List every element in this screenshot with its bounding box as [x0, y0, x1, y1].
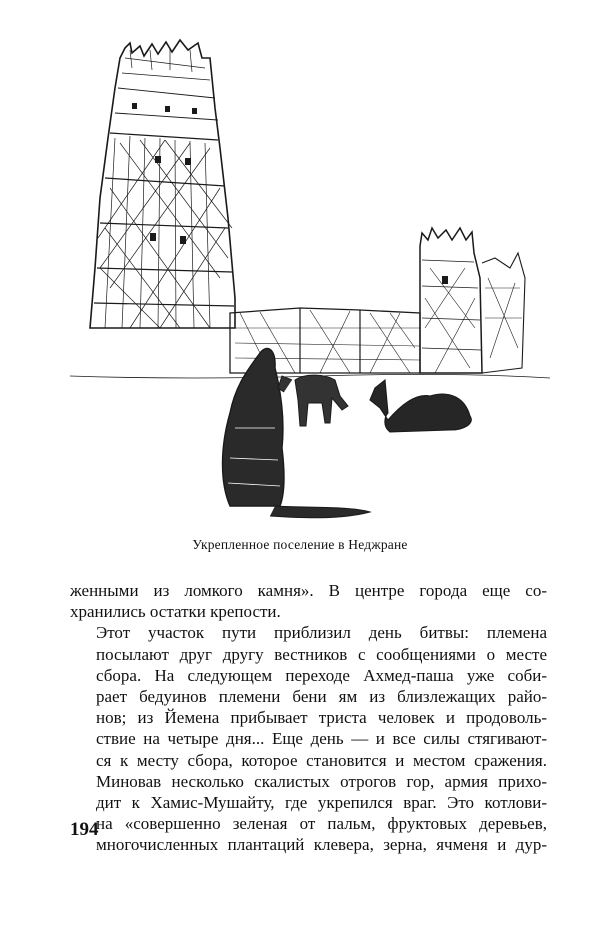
text-line: на «совершенно зеленая от пальм, фруктовых деревьев,	[96, 814, 547, 834]
illustration-caption: Укрепленное поселение в Неджране	[192, 537, 408, 552]
paragraph-battle	[70, 622, 547, 855]
text-line: нов; из Йемена прибывает триста человек и продоволь-	[96, 708, 547, 728]
page-number: 194	[70, 819, 99, 840]
text-line: Миновав несколько скалистых отрогов гор, армия прихо-	[96, 771, 547, 791]
text-line: ствие на четыре дня... Еще день — и все силы стягивают-	[96, 729, 547, 749]
text-line: многочисленных плантаций клевера, зерна, ячменя и дур-	[96, 835, 547, 855]
right-tower-drawing	[420, 228, 525, 373]
text-line: сбора. На следующем переходе Ахмед-паша уже соби-	[96, 665, 547, 685]
paragraph-continuation	[70, 580, 547, 622]
text-line: ся к месту сбора, которое становится и местом сражения.	[96, 750, 547, 770]
text-line: посылают друг другу вестников с сообщениями о месте	[96, 644, 547, 664]
fortified-settlement-illustration	[70, 28, 550, 533]
text-line: женными из ломкого камня». В центре города еще со-	[70, 581, 547, 600]
text-line: рает бедуинов племени бени ям из близлежащих райо-	[96, 687, 547, 707]
donkeys-drawing	[278, 375, 348, 426]
tall-tower-drawing	[90, 40, 235, 328]
text-line: хранились остатки крепости.	[70, 602, 281, 622]
camel-drawing	[370, 380, 471, 432]
body-text	[70, 580, 547, 856]
text-line: дит к Хамис-Мушайту, где укрепился враг. Это котлови-	[96, 793, 547, 813]
text-line: Этот участок пути приблизил день битвы: племена	[96, 623, 547, 643]
robed-figure-drawing	[223, 348, 371, 517]
